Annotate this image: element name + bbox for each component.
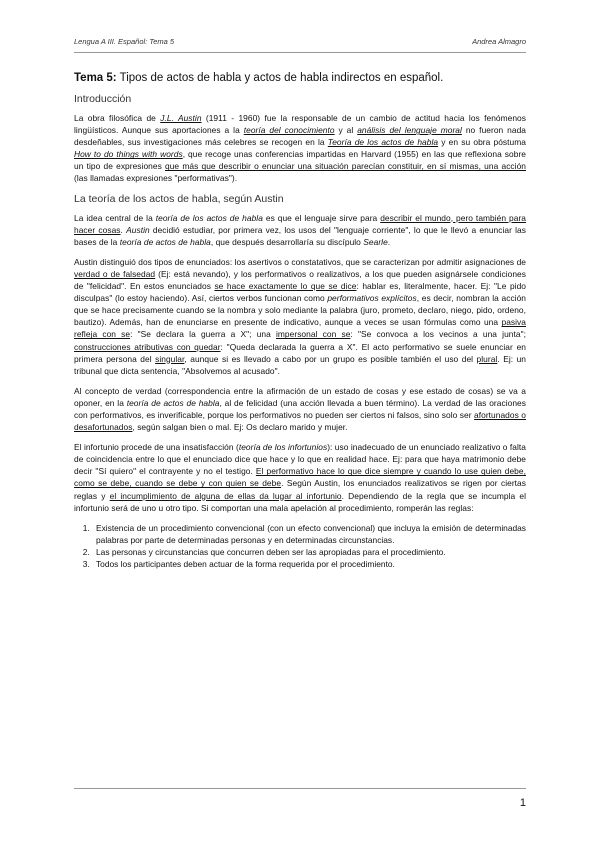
body-text: El infortunio procede de una insatisfacción ( [74,442,239,453]
body-text: , es decir, nombran la acción que se hace precisamente cuando se la nombra y solo mediante la palabra (juro, prometo, declaro, niego, pido, ordeno, bautizo). Además, han de enunciarse en presente de indicativo, aunque a veces se usan fórmulas como una [74,293,527,328]
document-title [74,72,526,84]
title-text: Tipos de actos de habla y actos de habla indirectos en español. [116,72,444,84]
header-author: Andrea Almagro [472,37,526,46]
body-text: : hablar es, literalmente, hacer. Ej: "Le pido disculpas" (lo estoy haciendo). Así, ciertos verbos funcionan como [74,281,526,304]
emphasis-text: J.L. Austin [160,113,202,123]
emphasis-text: Searle [363,236,388,247]
section-heading-intro: Introducción [74,93,132,105]
emphasis-text: singular [155,353,185,364]
emphasis-text: impersonal con se [276,329,351,340]
body-text: , al de felicidad (una acción llevada a buen término). La verdad de las oraciones con performativos, es inverificable, porque los performativos no pueden ser ciertos ni falsos, sino solo ser [74,397,526,420]
emphasis-text: El performativo hace lo que dice siempre y cuando lo use quien debe, como se debe, cuando se debe y con quien se debe [74,466,526,489]
emphasis-text: How to do things with words [74,149,183,160]
body-text: . Ej: un tribunal que dicta sentencia, "Absolvemos al acusado". [74,353,527,376]
page-number: 1 [519,797,526,809]
body-text: , según salgan bien o mal. Ej: Os declaro marido y mujer. [132,422,348,433]
body-text: decidió estudiar, por primera vez, los usos del "lenguaje corriente", lo que le llevó a enunciar las bases de la [74,224,526,247]
body-text: : "Queda declarada la guerra a X". El acto performativo se suele enunciar en primera persona del [74,341,526,364]
emphasis-text: teoría de los infortunios [238,442,328,453]
body-text: . [120,224,127,235]
header-course: Lengua A III. Español: Tema 5 [74,37,175,46]
emphasis-text: performativos explícitos [327,293,417,304]
emphasis-text: teoría de actos de habla [126,397,220,408]
body-text: y en su obra póstuma [438,137,526,148]
body-text: , que recoge unas conferencias impartidas en Harvard (1955) en las que reflexiona sobre un tipo de expresiones [74,149,526,172]
body-text: . [387,236,391,247]
paragraph-infortunio [74,441,526,514]
emphasis-text: verdad o de falsedad [74,268,156,279]
emphasis-text: Austin [126,224,150,235]
emphasis-text: se hace exactamente lo que se dice [214,281,357,292]
body-text: ): uso inadecuado de un enunciado realizativo o falta de coincidencia entre lo que el enunciado dice que hace y lo que en realidad hace. Ej: para que haya matrimonio debe decir "Sí quiero" el contrayente y no el testigo. [74,442,526,477]
body-text: Austin distinguió dos tipos de enunciados: los asertivos o constatativos, que se caracterizan por admitir asignaciones de [74,256,526,267]
body-text: , que después desarrollaría su discípulo [210,236,364,247]
body-text: no fueron nada desdeñables, sus investigaciones más celebres se recogen en la [74,125,526,148]
body-text: La idea central de la [74,212,156,223]
body-text: , aunque si es llevado a cabo por un grupo es posible también el uso del [184,353,477,364]
body-text: La obra filosófica de [74,113,161,123]
header-divider [74,52,526,53]
body-text: : "Se declara la guerra a X"; una [130,329,276,340]
body-text: Al concepto de verdad (correspondencia entre la afirmación de un estado de cosas y ese estado de cosas) se va a oponer, en la [74,385,526,408]
section-heading-austin: La teoría de los actos de habla, según Austin [74,192,284,205]
emphasis-text: teoría del conocimiento [243,125,335,136]
emphasis-text: construcciones atributivas con quedar [74,341,221,352]
paragraph-enunciados [74,256,526,377]
emphasis-text: el incumplimiento de alguna de ellas da lugar al infortunio [109,490,342,501]
paragraph-central-idea [74,212,526,248]
emphasis-text: afortunados o desafortunados [74,409,526,433]
page-content [74,72,526,570]
paragraph-verdad [74,385,526,433]
page-header [74,37,526,46]
rule-item: 1. Existencia de un procedimiento convencional (con un efecto convencional) que incluya la emisión de determinadas palabras por parte de determinadas personas y en determinadas circunstancias. [92,522,526,546]
body-text: y al [334,125,358,136]
title-label: Tema 5: [74,72,117,84]
body-text: . Dependiendo de la regla que se incumpla el infortunio será de uno u otro tipo. Si comportan una mala apelación al procedimiento, romperán las reglas: [74,490,526,513]
emphasis-text: que más que describir o enunciar una situación parecían constituir, en sí mismas, una acción [165,161,526,172]
paragraph-intro [74,112,526,185]
body-text: (1911 - 1960) fue la responsable de un cambio de actitud hacia los fenómenos lingüísticos. Aunque sus aportaciones a la [74,113,526,136]
emphasis-text: teoría de actos de habla [119,236,211,247]
footer-divider [74,788,526,789]
rule-item: 3. Todos los participantes deben actuar de la forma requerida por el procedimiento. [92,558,526,570]
emphasis-text: Teoría de los actos de habla [327,137,439,148]
body-text: : "Se convoca a los vecinos a una junta"; [350,329,526,340]
body-text: es que el lenguaje sirve para [262,212,381,223]
emphasis-text: análisis del lenguaje moral [357,125,462,136]
emphasis-text: pasiva refleja con se [74,317,526,340]
rule-item: 2. Las personas y circunstancias que concurren deben ser las apropiadas para el procedimiento. [92,546,526,558]
emphasis-text: describir el mundo, pero también para hacer cosas [74,212,526,235]
body-text: (Ej: está nevando), y los performativos o realizativos, a los que pueden asignársele condiciones de "felicidad". En estos enunciados [74,268,526,292]
emphasis-text: teoría de los actos de habla [155,212,263,223]
emphasis-text: plural [476,353,498,364]
body-text: . Según Austin, los enunciados realizativos se rigen por ciertas reglas y [74,478,527,501]
rules-list [74,522,526,570]
body-text: (las llamadas expresiones "performativas"). [74,173,238,184]
